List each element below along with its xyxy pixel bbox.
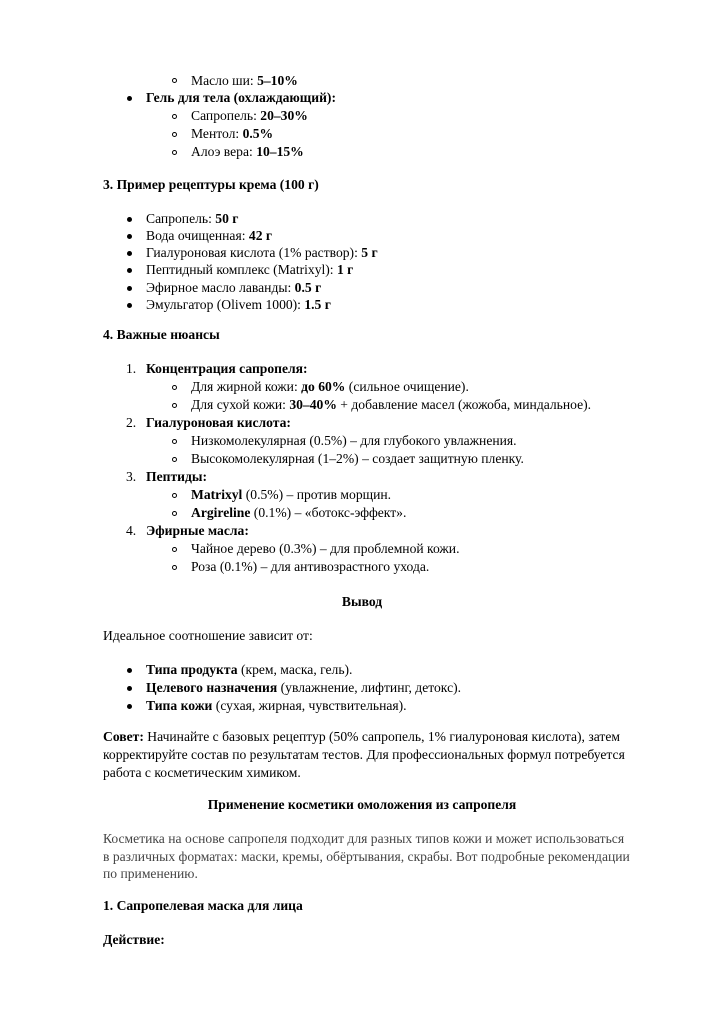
nuance-sub-item	[191, 504, 406, 522]
recipe-value: 5 г	[361, 245, 378, 260]
recipe-item	[146, 227, 272, 245]
conclusion-item	[146, 679, 461, 697]
recipe-value: 1.5 г	[304, 297, 331, 312]
list-circle-marker	[172, 439, 177, 444]
list-bullet-marker	[127, 286, 132, 291]
recipe-value: 0.5 г	[294, 280, 322, 295]
recipe-item	[146, 244, 378, 262]
conclusion-item	[146, 697, 407, 715]
nuance-title: Гиалуроновая кислота:	[146, 415, 291, 430]
list-circle-marker	[172, 403, 177, 408]
advice-line	[103, 728, 620, 746]
recipe-label: Сапропель:	[146, 211, 216, 226]
gel-title: Гель для тела (охлаждающий):	[146, 90, 336, 105]
conclusion-item	[146, 661, 352, 679]
list-circle-marker	[172, 385, 177, 390]
sub-text: (сильное очищение).	[345, 379, 469, 394]
nuance-sub-item	[191, 540, 459, 558]
gel-item	[191, 125, 273, 143]
recipe-value: 1 г	[336, 262, 354, 277]
item-bold: Типа кожи	[146, 698, 213, 713]
list-bullet-marker	[127, 96, 132, 101]
gel-item	[191, 107, 308, 125]
sub-bold: 30–40%	[289, 397, 337, 412]
mask-heading: 1. Сапропелевая маска для лица	[103, 898, 303, 913]
sub-text: + добавление масел (жожоба, миндальное).	[336, 397, 592, 412]
sub-bold: Argireline	[191, 505, 251, 520]
list-circle-marker	[172, 150, 177, 155]
recipe-value: 50 г	[215, 211, 239, 226]
action-label: Действие:	[103, 932, 165, 947]
list-bullet-marker	[127, 251, 132, 256]
sub-bold: до 60%	[301, 379, 346, 394]
ingredient-value: 5–10%	[257, 73, 298, 88]
recipe-value: 42 г	[248, 228, 273, 243]
recipe-label: Пептидный комплекс (Matrixyl):	[146, 262, 337, 277]
list-circle-marker	[172, 78, 177, 83]
nuance-sub-item	[191, 378, 469, 396]
recipe-item	[146, 210, 238, 228]
advice-text: Начинайте с базовых рецептур (50% сапропель, 1% гиалуроновая кислота), затем	[143, 729, 620, 744]
sub-bold: Matrixyl	[191, 487, 243, 502]
ingredient-label: Алоэ вера:	[191, 144, 257, 159]
list-circle-marker	[172, 457, 177, 462]
application-paragraph-line: в различных форматах: маски, кремы, обёртывания, скрабы. Вот подробные рекомендации	[103, 849, 630, 864]
list-bullet-marker	[127, 704, 132, 709]
gel-item	[191, 143, 304, 161]
shea-line	[191, 72, 298, 90]
list-circle-marker	[172, 565, 177, 570]
ingredient-value: 0.5%	[242, 126, 274, 141]
list-bullet-marker	[127, 268, 132, 273]
ingredient-value: 10–15%	[256, 144, 304, 159]
sub-text: (0.1%) – «ботокс-эффект».	[250, 505, 407, 520]
recipe-item	[146, 261, 353, 279]
recipe-label: Вода очищенная:	[146, 228, 249, 243]
list-bullet-marker	[127, 303, 132, 308]
sub-text: Чайное дерево (0.3%) – для проблемной кожи.	[191, 541, 460, 556]
nuance-sub-item	[191, 486, 391, 504]
list-number: 3.	[126, 469, 137, 484]
list-number: 4.	[126, 523, 137, 538]
list-bullet-marker	[127, 686, 132, 691]
ingredient-label: Масло ши:	[191, 73, 258, 88]
section-3-heading: 3. Пример рецептуры крема (100 г)	[103, 177, 319, 192]
nuance-sub-item	[191, 558, 429, 576]
advice-line: работа с косметическим химиком.	[103, 765, 301, 780]
application-paragraph-line: Косметика на основе сапропеля подходит для разных типов кожи и может использоваться	[103, 831, 625, 846]
list-number: 1.	[126, 361, 137, 376]
item-bold: Типа продукта	[146, 662, 238, 677]
recipe-item	[146, 279, 321, 297]
item-text: (крем, маска, гель).	[237, 662, 353, 677]
sub-text: Низкомолекулярная (0.5%) – для глубокого увлажнения.	[191, 433, 517, 448]
nuance-title: Пептиды:	[146, 469, 207, 484]
sub-text: (0.5%) – против морщин.	[242, 487, 392, 502]
list-circle-marker	[172, 132, 177, 137]
application-paragraph-line: по применению.	[103, 866, 198, 881]
application-heading: Применение косметики омоложения из сапропеля	[207, 797, 517, 812]
item-bold: Целевого назначения	[146, 680, 278, 695]
item-text: (увлажнение, лифтинг, детокс).	[277, 680, 462, 695]
sub-text: Высокомолекулярная (1–2%) – создает защитную пленку.	[191, 451, 524, 466]
nuance-sub-item	[191, 396, 591, 414]
list-circle-marker	[172, 547, 177, 552]
nuance-sub-item	[191, 432, 517, 450]
item-text: (сухая, жирная, чувствительная).	[212, 698, 407, 713]
advice-line: корректируйте состав по результатам тестов. Для профессиональных формул потребуется	[103, 747, 625, 762]
sub-text: Роза (0.1%) – для антивозрастного ухода.	[191, 559, 430, 574]
sub-text: Для сухой кожи:	[191, 397, 290, 412]
recipe-item	[146, 296, 331, 314]
list-bullet-marker	[127, 234, 132, 239]
recipe-label: Эфирное масло лаванды:	[146, 280, 295, 295]
list-circle-marker	[172, 511, 177, 516]
list-bullet-marker	[127, 668, 132, 673]
nuance-title: Эфирные масла:	[146, 523, 249, 538]
ingredient-label: Ментол:	[191, 126, 243, 141]
section-4-heading: 4. Важные нюансы	[103, 327, 220, 342]
list-circle-marker	[172, 493, 177, 498]
nuance-title: Концентрация сапропеля:	[146, 361, 308, 376]
sub-text: Для жирной кожи:	[191, 379, 302, 394]
conclusion-intro: Идеальное соотношение зависит от:	[103, 628, 313, 643]
list-number: 2.	[126, 415, 137, 430]
ingredient-label: Сапропель:	[191, 108, 261, 123]
advice-label: Совет:	[103, 729, 144, 744]
recipe-label: Эмульгатор (Olivem 1000):	[146, 297, 305, 312]
ingredient-value: 20–30%	[260, 108, 308, 123]
nuance-sub-item	[191, 450, 524, 468]
list-bullet-marker	[127, 217, 132, 222]
list-circle-marker	[172, 114, 177, 119]
recipe-label: Гиалуроновая кислота (1% раствор):	[146, 245, 362, 260]
conclusion-heading: Вывод	[341, 594, 383, 609]
